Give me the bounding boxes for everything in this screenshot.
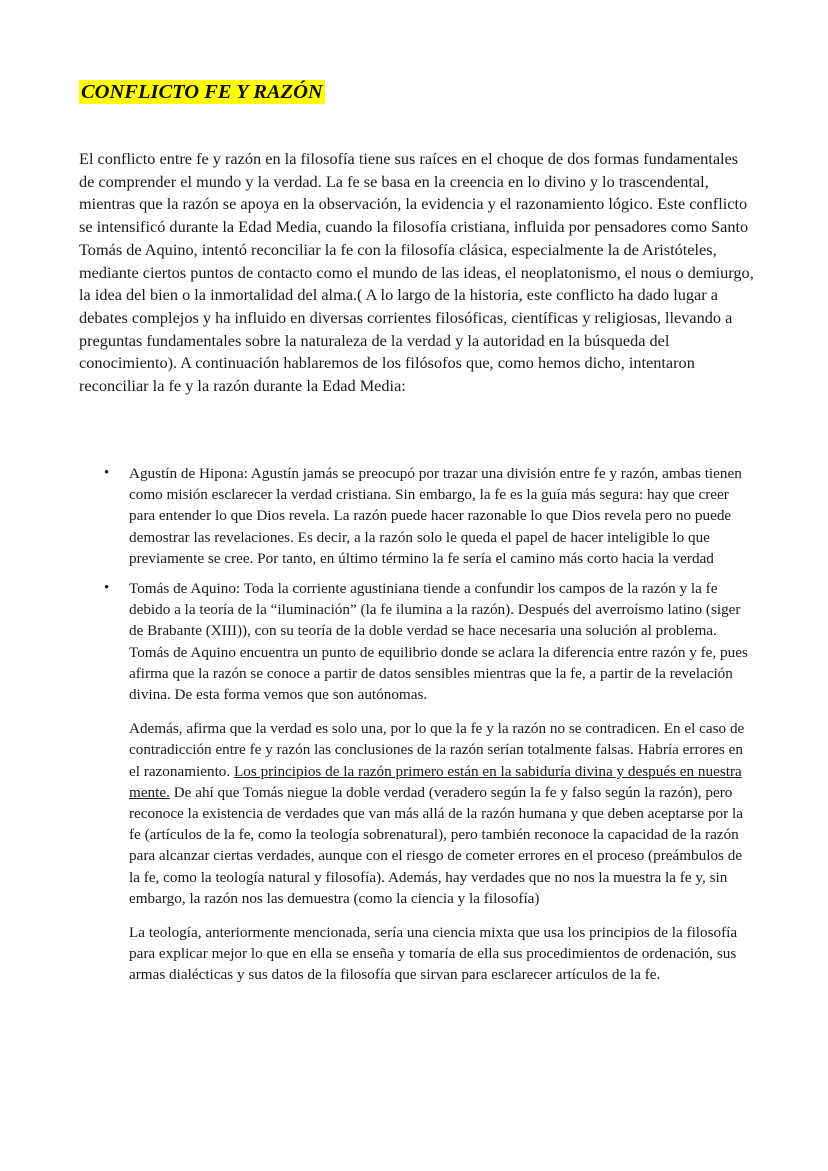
agustin-paragraph: Agustín de Hipona: Agustín jamás se preocupó por trazar una división entre fe y razón, ambas tienen como misión esclarecer la verdad cristiana. Sin embargo, la fe es la guía más segura: hay que creer para entender lo que Dios revela. La razón puede hacer razonable lo que Dios revela pero no puede demostrar las revelaciones. Es decir, a la razón solo le queda el papel de hacer inteligible lo que previamente se cree. Por tanto, en último término la fe sería el camino más corto hacia la verdad (129, 465, 742, 567)
tomas-paragraph: Tomás de Aquino: Toda la corriente agustiniana tiende a confundir los campos de la razón y la fe debido a la teoría de la “iluminación” (la fe ilumina a la razón). Después del averroísmo latino (siger de Brabante (XIII)), con su teoría de la doble verdad se hace necesaria una solución al problema. Tomás de Aquino encuentra un punto de equilibrio donde se aclara la diferencia entre razón y fe, pues afirma que la razón se conoce a partir de datos sensibles mientras que la fe, a partir de la revelación divina. De esta forma vemos que son autónomas. (129, 580, 748, 704)
list-item-agustin (0, 463, 751, 569)
list-item-tomas (0, 578, 751, 986)
tomas-paragraph-3: La teología, anteriormente mencionada, sería una ciencia mixta que usa los principios de la filosofía para explicar mejor lo que en ella se enseña y tomaría de ella sus procedimientos de ordenación, sus armas dialécticas y sus datos de la filosofía que sirvan para esclarecer artículos de la fe. (129, 924, 738, 984)
intro-paragraph: El conflicto entre fe y razón en la filosofía tiene sus raíces en el choque de dos formas fundamentales de comprender el mundo y la verdad. La fe se basa en la creencia en lo divino y lo trascendental, mientras que la razón se apoya en la observación, la evidencia y el razonamiento lógico. Este conflicto se intensificó durante la Edad Media, cuando la filosofía cristiana, influida por pensadores como Santo Tomás de Aquino, intentó reconciliar la fe con la filosofía clásica, especialmente la de Aristóteles, mediante ciertos puntos de contacto como el mundo de las ideas, el neoplatonismo, el nous o demiurgo, la idea del bien o la inmortalidad del alma.( A lo largo de la historia, este conflicto ha dado lugar a debates complejos y ha influido en diversas corrientes filosóficas, científicas y religiosas, llevando a preguntas fundamentales sobre la naturaleza de la verdad y la autoridad en la búsqueda del conocimiento). A continuación hablaremos de los filósofos que, como hemos dicho, intentaron reconciliar la fe y la razón durante la Edad Media: (79, 149, 754, 396)
document-title: CONFLICTO FE Y RAZÓN (81, 81, 323, 103)
bullet-icon: • (104, 465, 110, 481)
tomas-paragraph-2 (129, 718, 751, 909)
tomas-p2-text-before: Además, afirma que la verdad es solo una, por lo que la fe y la razón no se contradicen. En el caso de contradicción entre fe y razón las conclusiones de la razón serían totalmente falsas. Habría errores en el razonamiento. (129, 720, 745, 780)
philosophers-list (0, 463, 828, 995)
tomas-p2-text-after: De ahí que Tomás niegue la doble verdad (veradero según la fe y falso según la razón), pero reconoce la existencia de verdades que van más allá de la razón humana y que deben aceptarse por la fe (artículos de la fe, como la teología sobrenatural), pero también reconoce la capacidad de la razón para alcanzar ciertas verdades, aunque con el riesgo de cometer errores en el proceso (preámbulos de la fe, como la teología natural y filosofía). Además, hay verdades que no nos la muestra la fe y, sin embargo, la razón nos las demuestra (como la ciencia y la filosofía) (129, 783, 743, 907)
bullet-icon: • (104, 580, 110, 597)
underlined-sentence: Los principios de la razón primero están en la sabiduría divina y después en nuestra mente. (129, 762, 742, 801)
